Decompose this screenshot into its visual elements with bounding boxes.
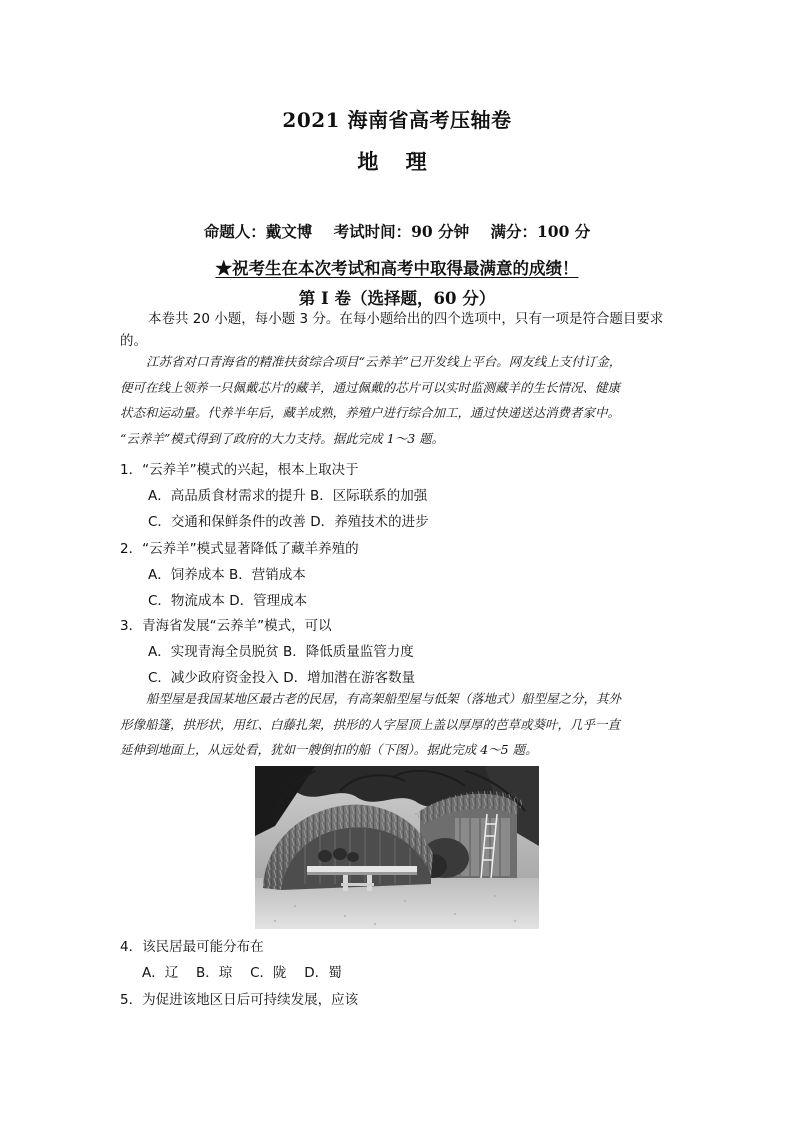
material-1-line-2: 便可在线上领养一只佩戴芯片的藏羊，通过佩戴的芯片可以实时监测藏羊的生长情况、健康 (120, 379, 621, 395)
exam-author: 命题人：戴文博 (203, 222, 313, 241)
exam-title: 2021 海南省高考压轴卷 (282, 108, 512, 132)
question-1-options-row-1: A．高品质食材需求的提升 B．区际联系的加强 (148, 488, 428, 504)
thatched-boat-house-photo-icon (255, 766, 539, 929)
material-1-line-1: 江苏省对口青海省的精准扶贫综合项目“云养羊”已开发线上平台。网友线上支付订金， (146, 354, 622, 369)
question-4-options: A．辽 B．琼 C．陇 D．蜀 (142, 965, 342, 981)
question-3-stem: 3．青海省发展“云养羊”模式，可以 (120, 618, 332, 634)
material-2-line-1: 船型屋是我国某地区最古老的民居，有高架船型屋与低架（落地式）船型屋之分，其外 (146, 691, 622, 706)
question-3-options-row-1: A．实现青海全员脱贫 B．降低质量监管力度 (148, 644, 414, 660)
material-1-line-4: “云养羊”模式得到了政府的大力支持。据此完成 1～3 题。 (120, 430, 445, 446)
exam-time: 考试时间：90 分钟 (333, 222, 470, 241)
instructions-line-1: 本卷共 20 小题，每小题 3 分。在每小题给出的四个选项中，只有一项是符合题目要求 (148, 311, 664, 327)
exam-wish: ★祝考生在本次考试和高考中取得最满意的成绩！ (215, 259, 579, 278)
question-1-options-row-2: C．交通和保鲜条件的改善 D．养殖技术的进步 (148, 514, 429, 530)
material-1-line-3: 状态和运动量。代养半年后，藏羊成熟，养殖户进行综合加工，通过快递送达消费者家中。 (120, 405, 621, 420)
question-2-stem: 2．“云养羊”模式显著降低了藏羊养殖的 (120, 541, 359, 557)
instructions-line-2: 的。 (120, 333, 147, 349)
part-instructions (120, 308, 680, 352)
exam-subject: 地 理 (357, 149, 437, 174)
exam-meta (0, 220, 794, 242)
question-5-stem: 5．为促进该地区日后可持续发展，应该 (120, 992, 359, 1008)
question-3-options-row-2: C．减少政府资金投入 D．增加潜在游客数量 (148, 670, 416, 686)
material-2 (120, 686, 680, 763)
question-1-stem: 1．“云养羊”模式的兴起，根本上取决于 (120, 462, 359, 478)
question-2-options-row-2: C．物流成本 D．管理成本 (148, 593, 308, 609)
boat-house-photo (255, 766, 539, 929)
question-2-options-row-1: A．饲养成本 B．营销成本 (148, 567, 306, 583)
exam-score: 满分：100 分 (490, 222, 591, 241)
question-4-stem: 4．该民居最可能分布在 (120, 939, 264, 955)
material-2-line-2: 形像船篷，拱形状，用红、白藤扎架，拱形的人字屋顶上盖以厚厚的芭草或葵叶，几乎一直 (120, 716, 621, 732)
material-2-line-3: 延伸到地面上，从远处看，犹如一艘倒扣的船（下图）。据此完成 4～5 题。 (120, 742, 538, 757)
material-1 (120, 349, 680, 451)
part-heading: 第 I 卷（选择题，60 分） (298, 289, 496, 308)
